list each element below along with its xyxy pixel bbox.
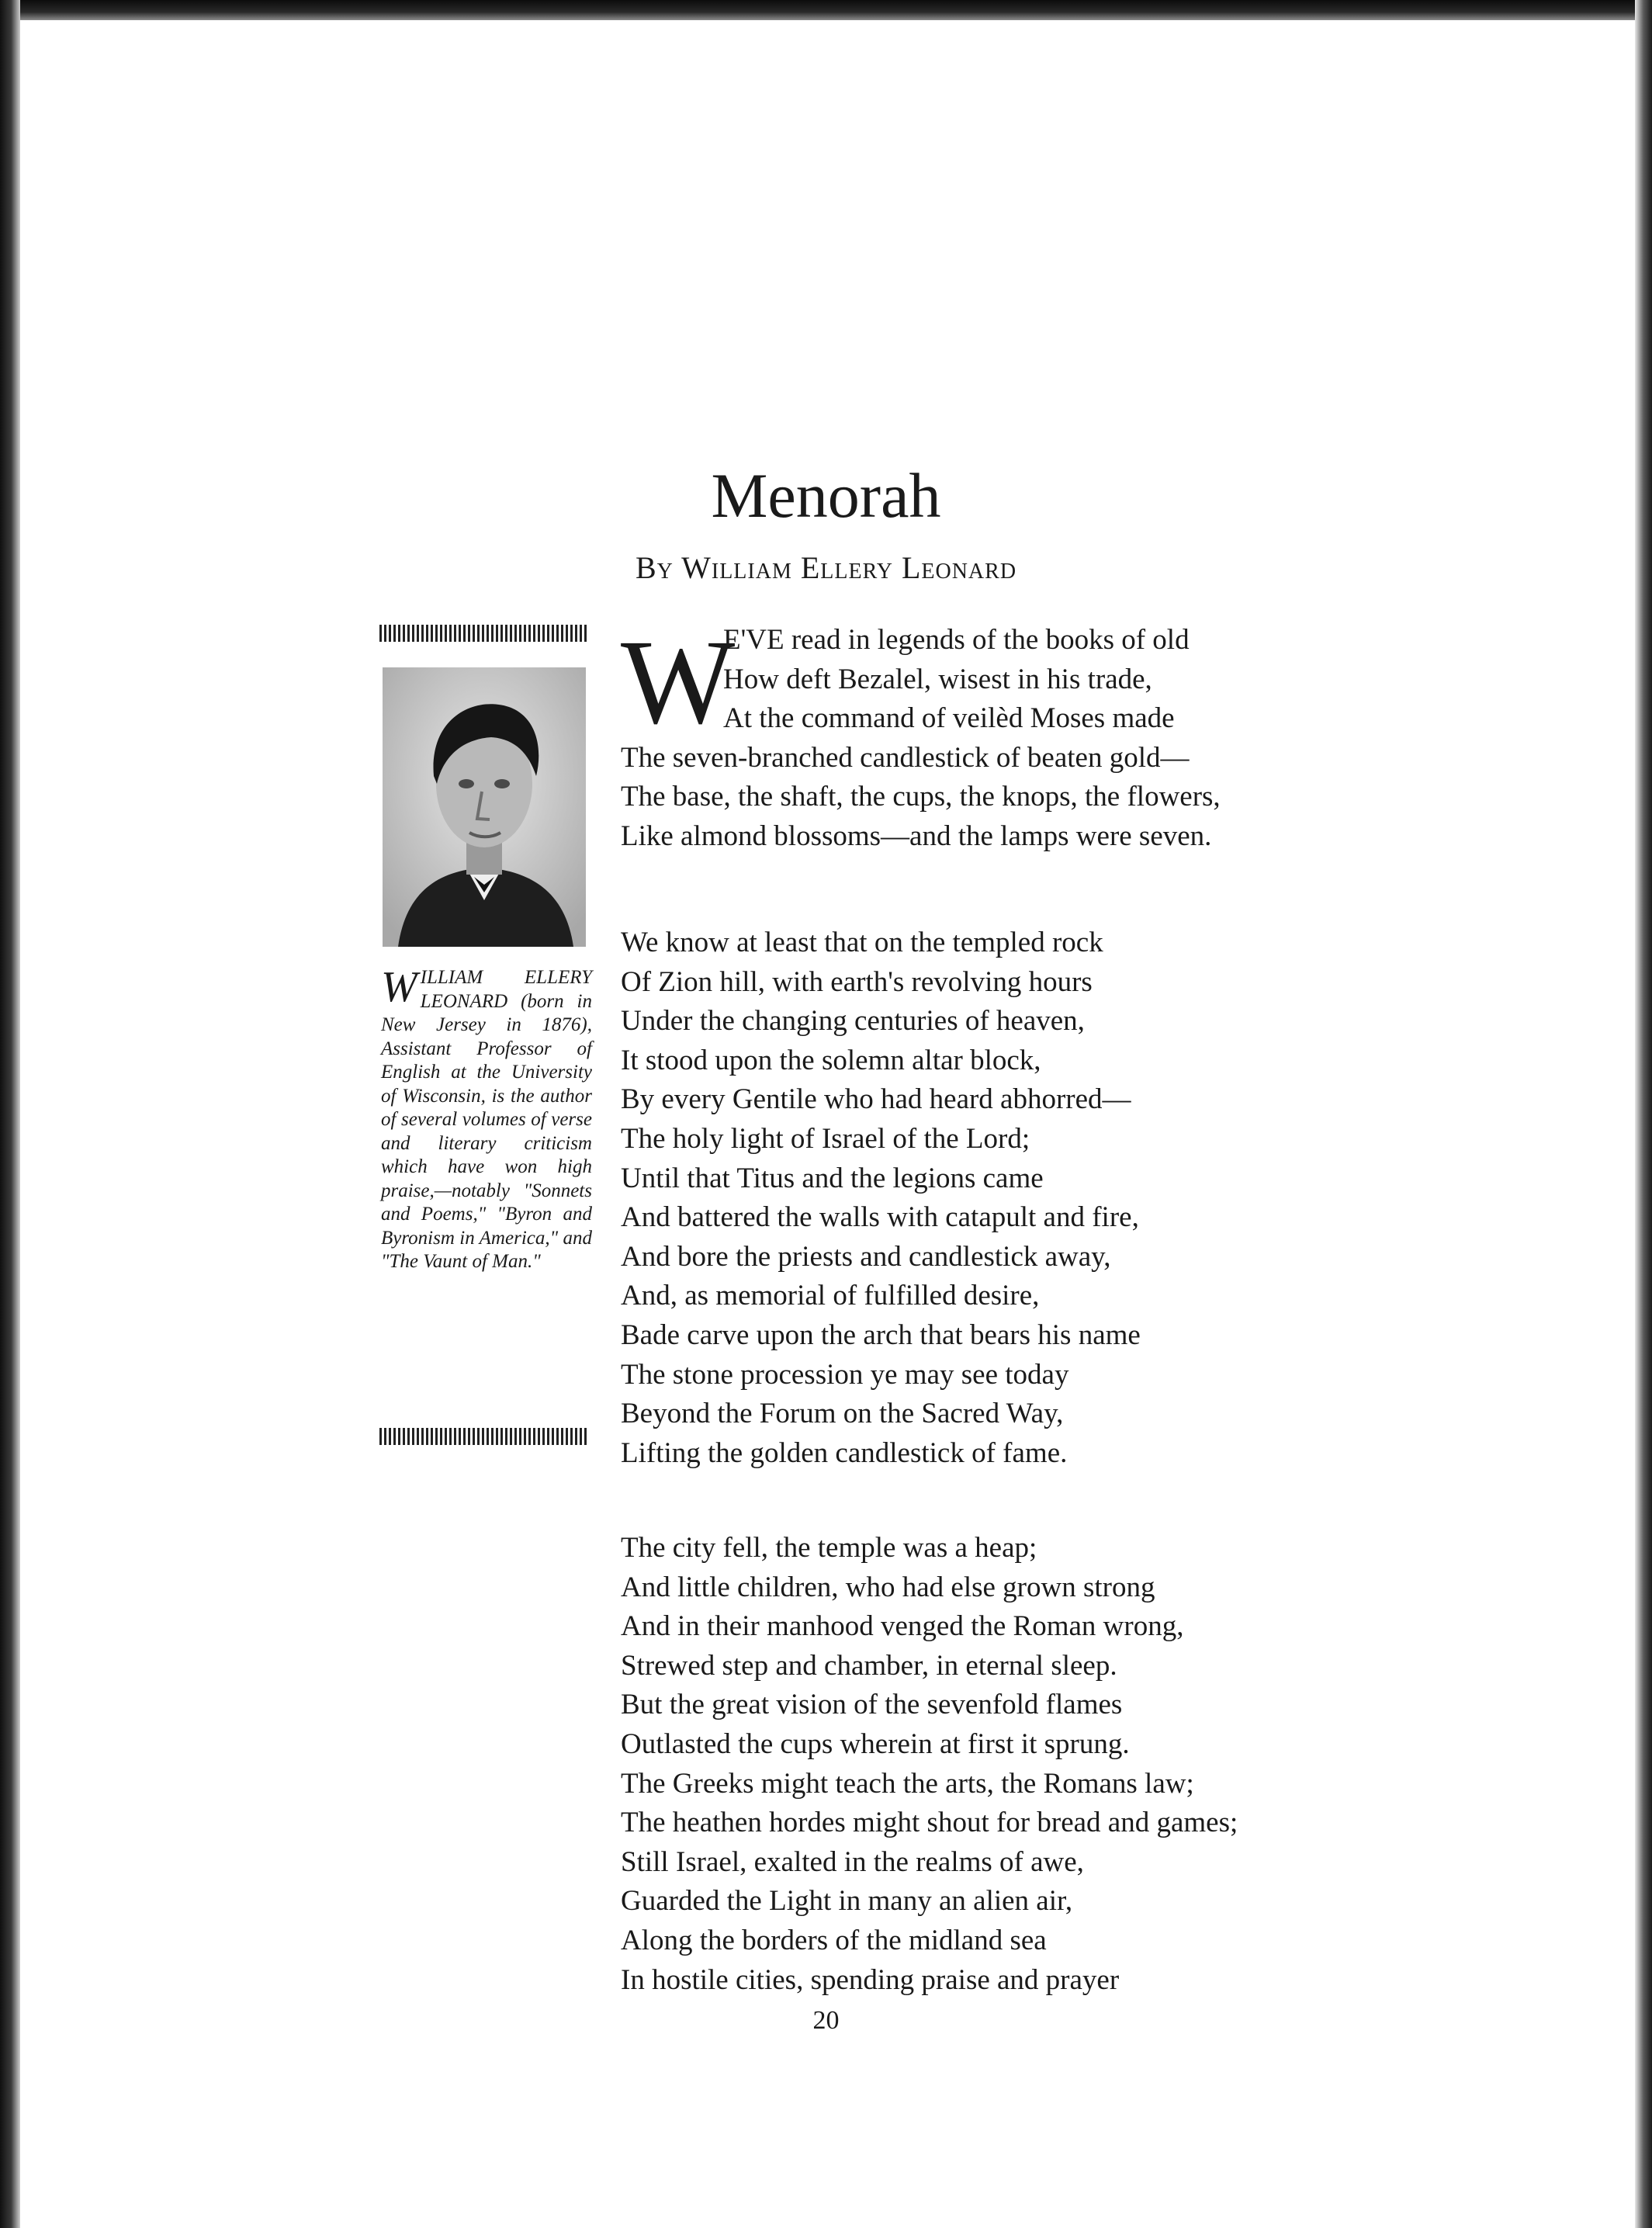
author-photo [383,667,586,947]
poem-line: The city fell, the temple was a heap; [621,1532,1037,1564]
stanza-3 [621,1529,1629,2000]
stanza-1 [621,615,1629,857]
poem-line: The base, the shaft, the cups, the knops, the flowers, [621,781,1221,813]
stanza-2 [621,923,1629,1473]
sidebar-rule-top [379,625,589,642]
poem-line: Of Zion hill, with earth's revolving hours [621,965,1093,998]
poem-line: Outlasted the cups wherein at first it sprung. [621,1727,1130,1760]
poem-line: How deft Bezalel, wisest in his trade, [723,663,1152,695]
page-number: 20 [812,2006,840,2035]
poem-line: The heathen hordes might shout for bread and games; [621,1807,1238,1839]
scan-edge-right [1635,0,1652,2228]
poem-line: Lifting the golden candlestick of fame. [621,1436,1068,1469]
poem-title: Menorah [711,460,941,531]
poem-line: It stood upon the solemn altar block, [621,1044,1041,1076]
poem-line: Guarded the Light in many an alien air, [621,1885,1073,1918]
poem-line: At the command of veilèd Moses made [723,702,1175,735]
poem-line: The seven-branched candlestick of beaten gold— [621,741,1190,774]
poem-line: The stone procession ye may see today [621,1358,1069,1391]
poem-line: By every Gentile who had heard abhorred— [621,1083,1131,1116]
poem-line: Bade carve upon the arch that bears his name [621,1318,1141,1351]
scan-edge-top [0,0,1652,20]
author-portrait-image [383,667,586,947]
bio-drop-letter: W [381,963,417,1011]
poem-line: And little children, who had else grown strong [621,1571,1155,1603]
poem-line: E'VE read in legends of the books of old [723,624,1190,656]
poem-line: But the great vision of the sevenfold flames [621,1689,1123,1721]
poem-line: The holy light of Israel of the Lord; [621,1122,1030,1155]
poem-line: And in their manhood venged the Roman wrong, [621,1610,1184,1643]
poem-line: And, as memorial of fulfilled desire, [621,1280,1040,1312]
poem-line: In hostile cities, spending praise and prayer [621,1963,1120,1996]
poem-line: We know at least that on the templed rock [621,927,1103,958]
drop-cap: W [621,615,736,749]
author-bio [381,963,592,1274]
poem-line: Until that Titus and the legions came [621,1162,1044,1194]
poem-line: Under the changing centuries of heaven, [621,1005,1085,1038]
poem-line: And bore the priests and candlestick away, [621,1240,1111,1273]
poem-line: And battered the walls with catapult and fire, [621,1201,1139,1234]
poem-line: Beyond the Forum on the Sacred Way, [621,1398,1064,1430]
sidebar-rule-bottom [379,1428,589,1445]
poem-line: Along the borders of the midland sea [621,1924,1047,1956]
poem-line: Like almond blossoms—and the lamps were seven. [621,819,1212,852]
bio-text: ILLIAM ELLERY LEONARD (born in New Jersey in 1876), Assistant Professor of English at the University of Wisconsin, is the author of several volumes of verse and literary criticism which have won high praise,—notably "Sonnets and Poems," "Byron and Byronism in America," and "The Vaunt of Man." [381,967,592,1272]
poem-line: The Greeks might teach the arts, the Romans law; [621,1767,1194,1800]
poem-line: Still Israel, exalted in the realms of awe, [621,1845,1084,1878]
poem-line: Strewed step and chamber, in eternal sleep. [621,1649,1117,1682]
scan-edge-left [0,0,20,2228]
byline: By William Ellery Leonard [635,550,1017,585]
